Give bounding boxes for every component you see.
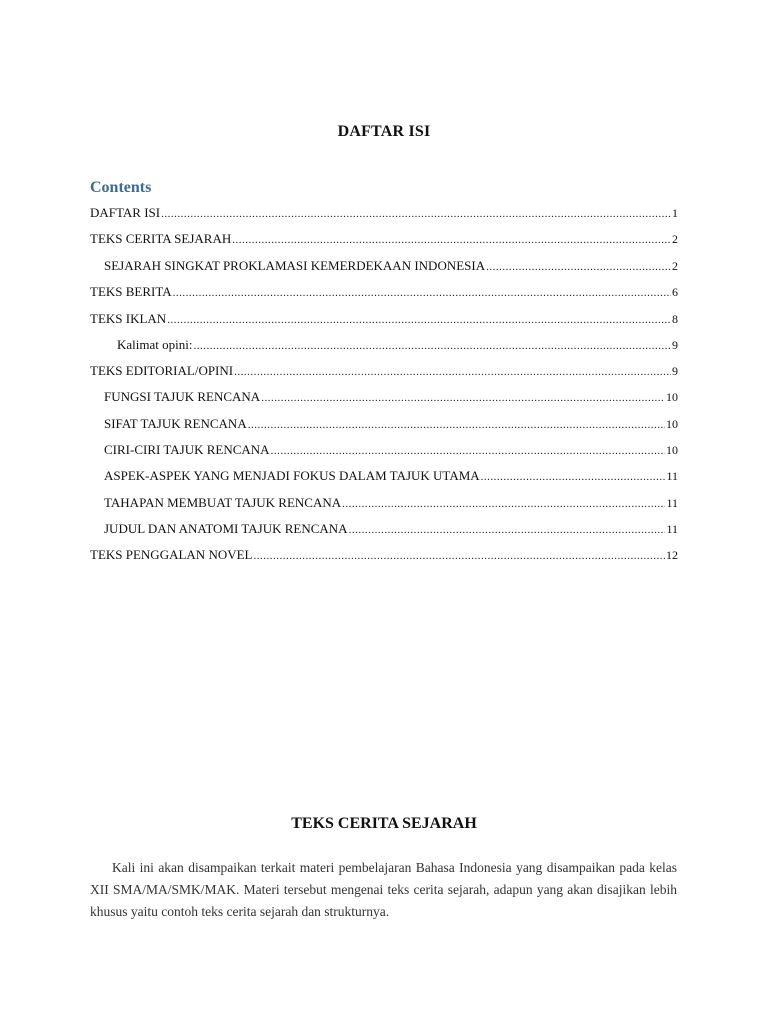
- toc-entry-teks-editorial[interactable]: [90, 361, 678, 381]
- toc-entry-label: SIFAT TAJUK RENCANA: [104, 416, 247, 431]
- toc-dot-leader: [234, 362, 671, 382]
- toc-entry-label: TEKS BERITA: [90, 284, 172, 299]
- toc-entry-label: FUNGSI TAJUK RENCANA: [104, 389, 261, 404]
- toc-page-number: 6: [672, 285, 678, 299]
- toc-entry-aspek-aspek[interactable]: [104, 466, 678, 486]
- toc-entry-tahapan-membuat[interactable]: [104, 493, 678, 513]
- toc-page-number: 10: [666, 390, 678, 404]
- toc-dot-leader: [173, 283, 671, 303]
- toc-entry-kalimat-opini[interactable]: [117, 335, 678, 355]
- toc-entry-judul-anatomi[interactable]: [104, 519, 678, 539]
- toc-page-number: 12: [666, 548, 678, 562]
- toc-dot-leader: [167, 310, 671, 330]
- toc-entry-daftar-isi[interactable]: [90, 203, 678, 223]
- toc-dot-leader: [232, 230, 671, 250]
- contents-heading: Contents: [90, 179, 152, 196]
- toc-page-number: 10: [666, 443, 678, 457]
- toc-entry-ciri-ciri-tajuk[interactable]: [104, 440, 678, 460]
- toc-entry-label: CIRI-CIRI TAJUK RENCANA: [104, 442, 270, 457]
- toc-entry-label: JUDUL DAN ANATOMI TAJUK RENCANA: [104, 521, 348, 536]
- toc-page-number: 11: [666, 522, 678, 536]
- toc-page-number: 8: [672, 312, 678, 326]
- page-title: DAFTAR ISI: [337, 123, 431, 140]
- toc-dot-leader: [271, 441, 665, 461]
- toc-entry-label: DAFTAR ISI: [90, 205, 161, 220]
- toc-dot-leader: [248, 415, 665, 435]
- toc-page-number: 9: [672, 364, 678, 378]
- toc-entry-sejarah-singkat[interactable]: [104, 256, 678, 276]
- toc-dot-leader: [261, 388, 665, 408]
- toc-dot-leader: [481, 467, 666, 487]
- toc-page-number: 2: [672, 259, 678, 273]
- toc-entry-teks-penggalan-novel[interactable]: [90, 545, 678, 565]
- toc-page-number: 10: [666, 417, 678, 431]
- toc-entry-teks-berita[interactable]: [90, 282, 678, 302]
- toc-entry-label: TEKS EDITORIAL/OPINI: [90, 363, 234, 378]
- toc-dot-leader: [342, 494, 665, 514]
- toc-page-number: 2: [672, 232, 678, 246]
- toc-dot-leader: [349, 520, 666, 540]
- toc-entry-label: Kalimat opini:: [117, 337, 193, 352]
- body-paragraph: Kali ini akan disampaikan terkait materi pembelajaran Bahasa Indonesia yang disampaikan pada kelas XII SMA/MA/SMK/MAK. Materi tersebut mengenai teks cerita sejarah, adapun yang akan disajikan lebih khusus yaitu contoh teks cerita sejarah dan strukturnya.: [90, 860, 677, 919]
- toc-entry-teks-cerita-sejarah[interactable]: [90, 229, 678, 249]
- toc-entry-label: TEKS CERITA SEJARAH: [90, 231, 232, 246]
- toc-dot-leader: [193, 336, 671, 356]
- toc-dot-leader: [254, 546, 666, 566]
- toc-entry-fungsi-tajuk[interactable]: [104, 387, 678, 407]
- toc-entry-label: TEKS IKLAN: [90, 311, 167, 326]
- toc-entry-sifat-tajuk[interactable]: [104, 414, 678, 434]
- toc-entry-label: TAHAPAN MEMBUAT TAJUK RENCANA: [104, 495, 342, 510]
- toc-entry-label: TEKS PENGGALAN NOVEL: [90, 547, 253, 562]
- section-title: TEKS CERITA SEJARAH: [291, 815, 477, 832]
- toc-page-number: 9: [672, 338, 678, 352]
- toc-dot-leader: [486, 257, 671, 277]
- toc-entry-label: SEJARAH SINGKAT PROKLAMASI KEMERDEKAAN INDONESIA: [104, 258, 486, 273]
- toc-page-number: 1: [672, 206, 678, 220]
- toc-entry-teks-iklan[interactable]: [90, 309, 678, 329]
- toc-page-number: 11: [666, 496, 678, 510]
- toc-dot-leader: [161, 204, 671, 224]
- toc-entry-label: ASPEK-ASPEK YANG MENJADI FOKUS DALAM TAJUK UTAMA: [104, 468, 480, 483]
- toc-page-number: 11: [666, 469, 678, 483]
